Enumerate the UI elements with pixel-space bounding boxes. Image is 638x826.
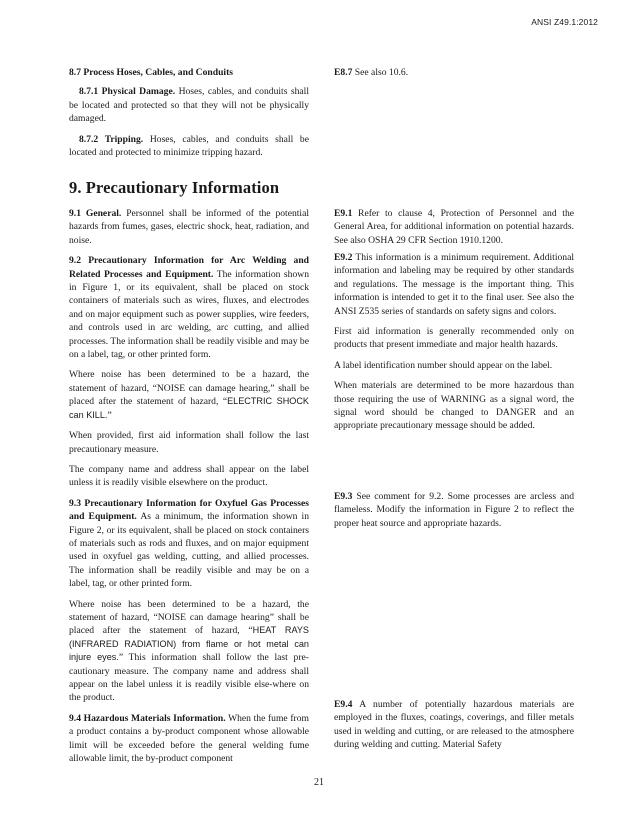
section-9-2-noise-paragraph: Where noise has been determined to be a hazard, the statement of hazard, “NOISE can damage hearing,” shall be placed after the statement of hazard, “ELECTRIC SHOCK can KILL.” — [69, 369, 309, 421]
explanation-e9-2: E9.2 This information is a minimum requirement. Additional information and labeling may be required by other standards and regulations. The message is the important thing. This information is intended to get it to the final user. See also the ANSI Z535 series of standards on safety signs and colors. — [334, 252, 574, 317]
section-9-1-paragraph: 9.1 General. Personnel shall be informed of the potential hazards from fumes, gases, electric shock, heat, radiation, and noise. — [69, 208, 310, 246]
explanation-e9-3: E9.3 See comment for 9.2. Some processes are arcless and flameless. Modify the information in Figure 2 to reflect the proper heat source and appropriate hazards. — [334, 491, 574, 529]
section-8-7-1-paragraph: 8.7.1 Physical Damage. Hoses, cables, and conduits shall be located and protected so that they will not be physically damaged. — [69, 86, 309, 125]
section-9-2-paragraph: 9.2 Precautionary Information for Arc Welding and Related Processes and Equipment. The information shown in Figure 1, or its equivalent, shall be placed on stock containers of materials such as wires, fluxes, and electrodes and on major equipment such as power supplies, wire feeders, and controls used in arc welding, arc cutting, and allied processes. The information shall be readily visible and may be on a label, tag, or other printed form. — [69, 255, 309, 361]
section-9-2-first-aid-paragraph: When provided, first aid information shall follow the last precautionary measure. — [69, 430, 309, 455]
explanation-e9-1: E9.1 Refer to clause 4, Protection of Personnel and the General Area, for additional information on potential hazards. See also OSHA 29 CFR Section 1910.1200. — [334, 208, 574, 246]
section-8-7-2-paragraph: 8.7.2 Tripping. Hoses, cables, and conduits shall be located and protected to minimize tripping hazard. — [69, 133, 309, 159]
explanation-e9-2-block — [334, 251, 574, 433]
explanation-e8-7: E8.7 See also 10.6. — [334, 67, 409, 78]
section-8-7-block — [69, 66, 309, 159]
section-9-title: 9. Precautionary Information — [69, 178, 280, 197]
section-9-2-company-paragraph: The company name and address shall appear on the label unless it is readily visible elsewhere on the product. — [69, 463, 309, 489]
section-9-3-paragraph: 9.3 Precautionary Information for Oxyfuel Gas Processes and Equipment. As a minimum, the information shown in Figure 2, or its equivalent, shall be placed on stock containers of materials such as rods and fluxes, and on major equipment used in oxyfuel gas welding, cutting, and allied processes. The information shall be readily visible and may be on a label, tag, or other printed form. — [69, 497, 310, 590]
explanation-e9-4: E9.4 A number of potentially hazardous materials are employed in the fluxes, coatings, coverings, and filler metals used in welding and cutting, or are released to the atmosphere during welding and cutting. Material Safety — [334, 699, 574, 751]
page-number: 21 — [314, 777, 324, 788]
explanation-e9-2-label-id: A label identification number should appear on the label. — [334, 359, 553, 371]
section-9-3-noise-paragraph: Where noise has been determined to be a hazard, the statement of hazard, “NOISE can damage hearing” shall be placed after the statement of hazard, “HEAT RAYS (INFRARED RADIATION) from flame or hot metal can injure eyes.” This information shall follow the last pre-cautionary measure. The company name and address shall appear on the label unless it is readily visible else-where on the product. — [69, 598, 309, 704]
section-8-7-heading: 8.7 Process Hoses, Cables, and Conduits — [69, 67, 234, 78]
explanation-e9-2-first-aid: First aid information is generally recommended only on products that present immediate and major health hazards. — [334, 326, 574, 351]
left-column-body — [69, 207, 309, 765]
standard-id-header: ANSI Z49.1:2012 — [531, 17, 598, 27]
section-9-4-paragraph: 9.4 Hazardous Materials Information. When the fume from a product contains a by-product component whose allowable limit will be exceeded before the general welding fume allowable limit, the by-product component — [69, 712, 309, 765]
explanation-e9-2-hazard: When materials are determined to be more hazardous than those requiring the use of WARNING as a signal word, the signal word should be changed to DANGER and an appropriate precautionary message should be added. — [334, 380, 574, 432]
